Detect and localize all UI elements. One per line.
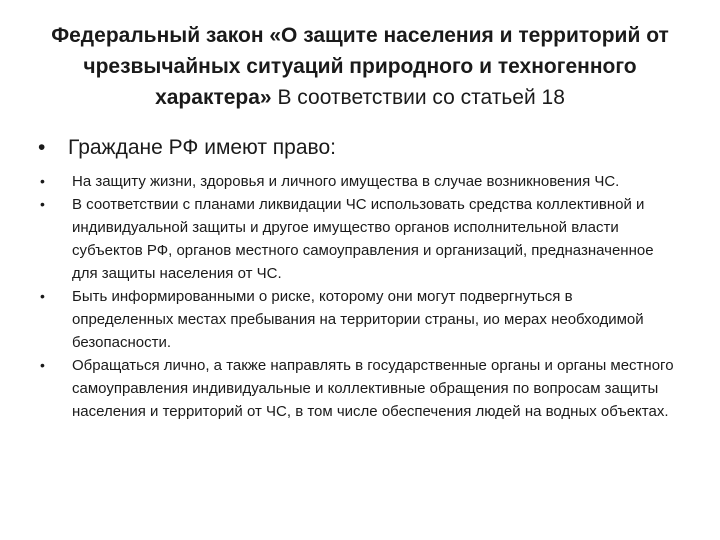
list-item — [38, 285, 678, 354]
title-law-name: Федеральный закон «О защите населения и территорий от чрезвычайных ситуаций природного и техногенного характера» — [51, 24, 669, 109]
rights-list — [38, 170, 678, 423]
list-item-text: Обращаться лично, а также направлять в государственные органы и органы местного самоуправления индивидуальные и коллективные обращения по вопросам защиты населения и территорий от ЧС, в том числе обеспечения людей на водных объектах. — [72, 357, 674, 420]
list-item-text: На защиту жизни, здоровья и личного имущества в случае возникновения ЧС. — [72, 173, 620, 190]
list-item — [38, 170, 678, 193]
slide-title — [40, 20, 680, 113]
title-article-reference: В соответствии со статьей 18 — [271, 86, 565, 109]
bullet-marker: • — [40, 173, 45, 189]
bullet-marker: • — [38, 136, 46, 159]
list-item — [38, 354, 678, 423]
list-item-text: В соответствии с планами ликвидации ЧС использовать средства коллективной и индивидуальной защиты и другое имущество органов исполнительной власти субъектов РФ, органов местного самоуправления и организаций, предназначенное для защиты населения от ЧС. — [72, 196, 654, 282]
list-item — [38, 193, 678, 285]
bullet-marker: • — [40, 196, 45, 212]
main-bullet-text: Граждане РФ имеют право: — [68, 136, 336, 159]
bullet-marker: • — [40, 357, 45, 373]
bullet-marker: • — [40, 288, 45, 304]
list-item-text: Быть информированными о риске, которому они могут подвергнуться в определенных местах пребывания на территории страны, ио мерах необходимой безопасности. — [72, 288, 644, 351]
main-bullet — [38, 135, 678, 161]
